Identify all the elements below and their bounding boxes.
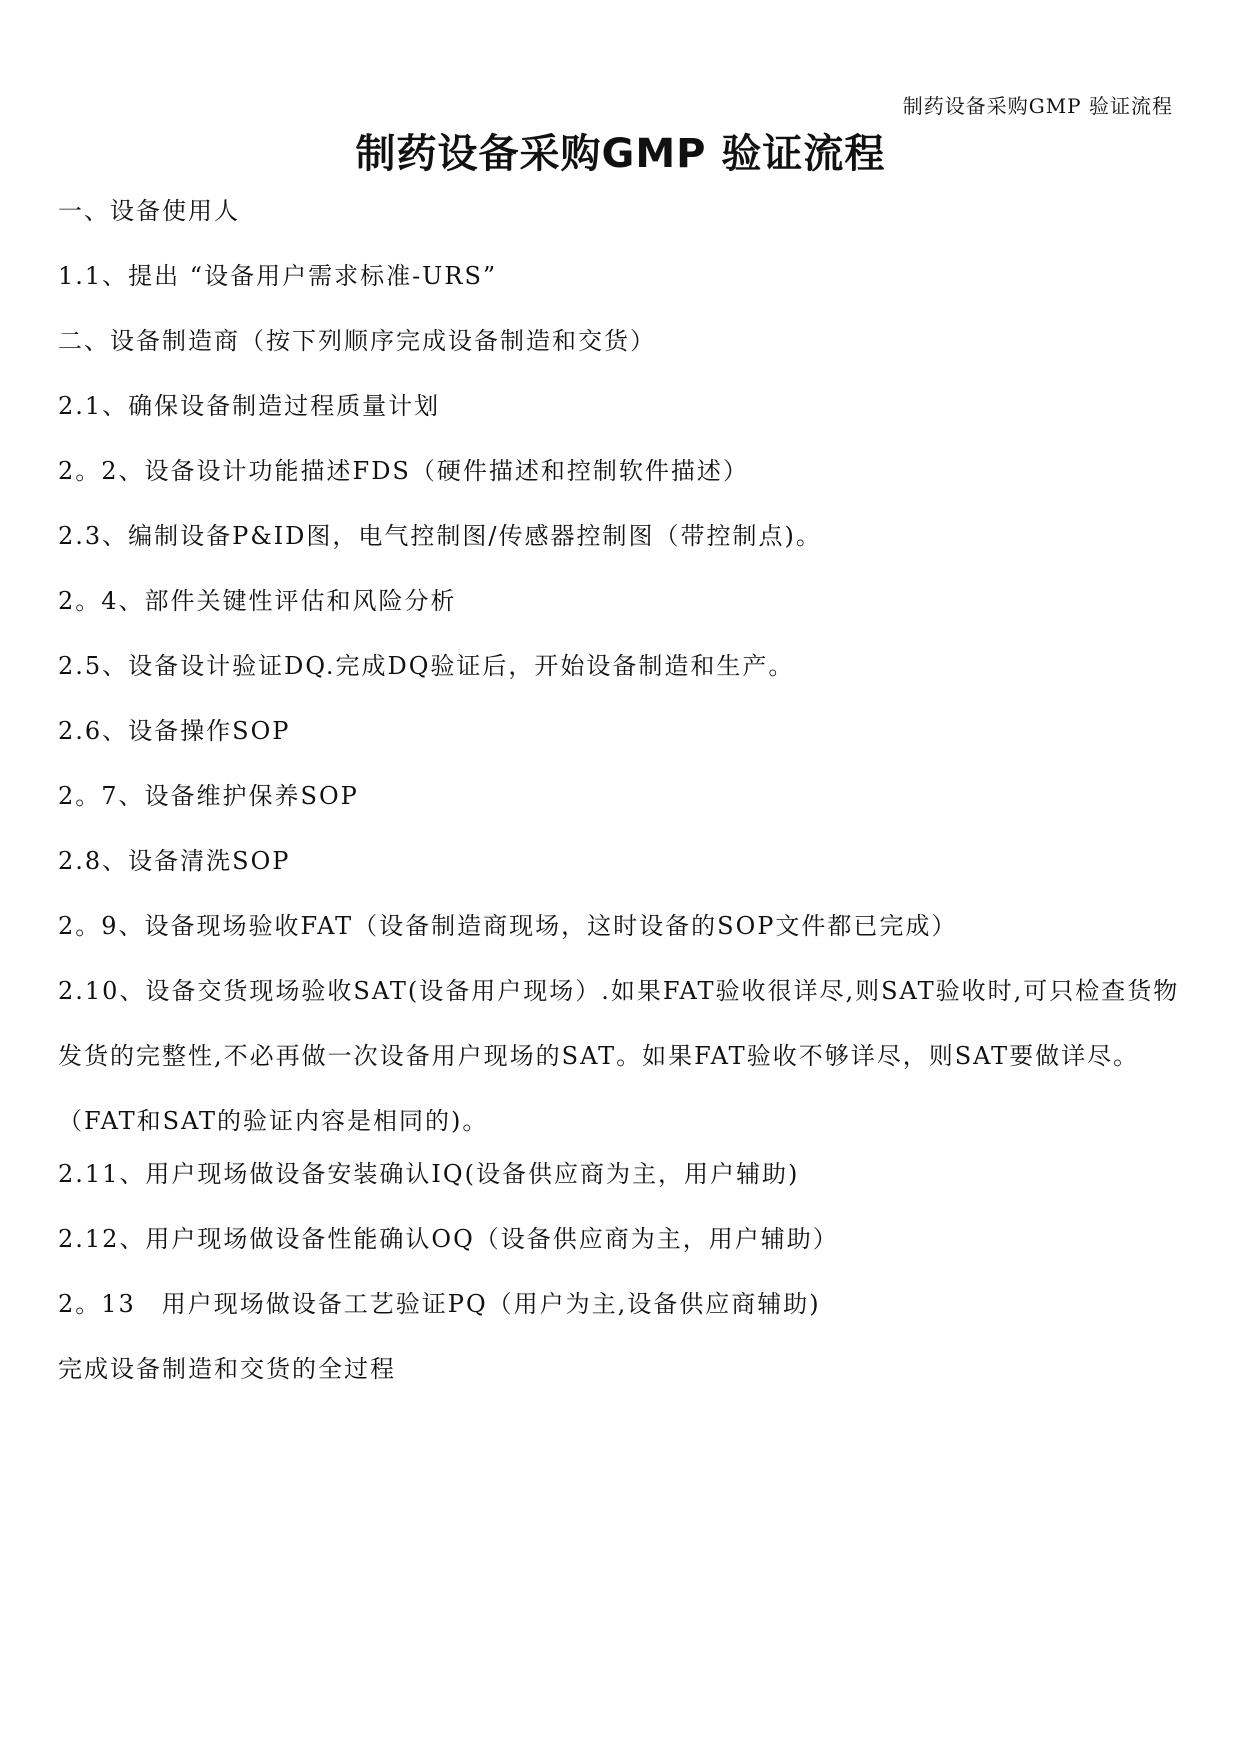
item-1-1: 1.1、提出 “设备用户需求标准-URS”	[58, 262, 498, 290]
page-title: 制药设备采购GMP 验证流程	[355, 131, 886, 177]
item-2-3: 2.3、编制设备P&ID图，电气控制图/传感器控制图（带控制点)。	[58, 522, 822, 550]
running-header: 制药设备采购GMP 验证流程	[902, 94, 1173, 118]
item-2-6: 2.6、设备操作SOP	[58, 717, 291, 745]
item-2-10-paragraph: 2.10、设备交货现场验收SAT(设备用户现场）.如果FAT验收很详尽,则SAT验收时,可只检查货物发货的完整性,不必再做一次设备用户现场的SAT。如果FAT验收不够详尽，则SAT要做详尽。（FAT和SAT的验证内容是相同的)。	[58, 977, 1180, 1135]
item-2-12: 2.12、用户现场做设备性能确认OQ（设备供应商为主，用户辅助）	[58, 1225, 839, 1253]
item-2-1: 2.1、确保设备制造过程质量计划	[58, 392, 441, 420]
item-2-13: 2。13 用户现场做设备工艺验证PQ（用户为主,设备供应商辅助)	[58, 1290, 821, 1318]
item-2-2: 2。2、设备设计功能描述FDS（硬件描述和控制软件描述）	[58, 457, 749, 485]
item-2-5: 2.5、设备设计验证DQ.完成DQ验证后，开始设备制造和生产。	[58, 652, 795, 680]
closing-line: 完成设备制造和交货的全过程	[58, 1355, 396, 1383]
item-2-11: 2.11、用户现场做设备安装确认IQ(设备供应商为主，用户辅助)	[58, 1160, 800, 1188]
item-2-4: 2。4、部件关键性评估和风险分析	[58, 587, 457, 615]
document-body	[58, 191, 1188, 1414]
item-2-8: 2.8、设备清洗SOP	[58, 847, 291, 875]
item-2-9: 2。9、设备现场验收FAT（设备制造商现场，这时设备的SOP文件都已完成）	[58, 912, 958, 940]
section-heading-user: 一、设备使用人	[58, 197, 240, 225]
item-2-7: 2。7、设备维护保养SOP	[58, 782, 359, 810]
section-heading-manufacturer: 二、设备制造商（按下列顺序完成设备制造和交货）	[58, 327, 656, 355]
